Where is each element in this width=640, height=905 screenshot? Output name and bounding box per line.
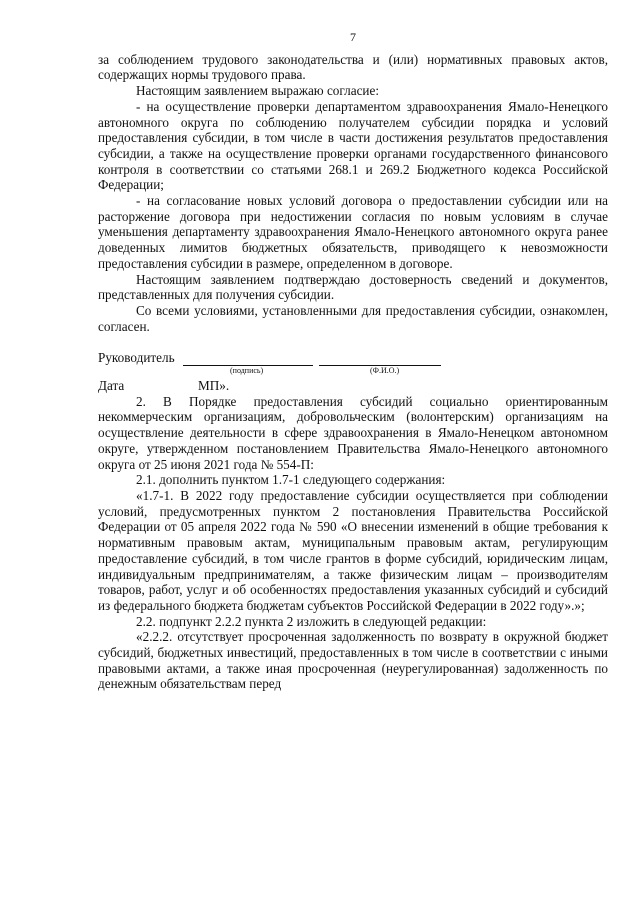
name-blank — [319, 353, 441, 366]
paragraph: - на осуществление проверки департаментом здравоохранения Ямало-Ненецкого автономного округа по соблюдению получателем субсидии порядка и условий предоставления субсидии, в том числе в части достижения результатов предоставления субсидии, а также на осуществление проверки органами государственного финансового контроля в соответствии со статьями 268.1 и 269.2 Бюджетного кодекса Российской Федерации; — [98, 98, 608, 193]
stamp-label: МП». — [198, 378, 230, 394]
paragraph: 2.1. дополнить пунктом 1.7-1 следующего содержания: — [136, 472, 446, 488]
paragraph: 2.2. подпункт 2.2.2 пункта 2 изложить в следующей редакции: — [136, 613, 487, 629]
date-stamp-row — [98, 378, 608, 394]
signature-captions — [98, 366, 608, 378]
amendments-section — [98, 394, 608, 692]
signature-blank — [183, 353, 313, 366]
paragraph: Со всеми условиями, установленными для предоставления субсидии, ознакомлен, согласен. — [98, 302, 608, 334]
date-label: Дата — [98, 378, 125, 394]
paragraph: «1.7-1. В 2022 году предоставление субсидии осуществляется при соблюдении условий, предусмотренных пунктом 2 постановления Правительства Российской Федерации от 05 апреля 2022 года № 590 «О внесении изменений в общие требования к нормативным правовым актам, муниципальным правовым актам, регулирующим предоставление субсидий, в том числе грантов в форме субсидий, юридическим лицам, индивидуальным предпринимателям, а также физическим лицам – производителям товаров, работ, услуг и об особенностях предоставления указанных субсидий и субсидий из федерального бюджета бюджетам субъектов Российской Федерации в 2022 году».»; — [98, 487, 608, 613]
caption-sign: (подпись) — [230, 366, 264, 376]
signature-label: Руководитель — [98, 350, 175, 366]
paragraph: 2. В Порядке предоставления субсидий социально ориентированным некоммерческим организациям, добровольческим (волонтерским) организациям на осуществление деятельности в сфере здравоохранения в Ямало-Ненецком автономном округе, утвержденном постановлением Правительства Ямало-Ненецкого автономного округа от 25 июня 2021 года № 554-П: — [98, 393, 608, 472]
caption-name: (Ф.И.О.) — [370, 366, 400, 376]
paragraph: - на согласование новых условий договора о предоставлении субсидии или на расторжение договора при недостижении согласия по новым условиям в случае уменьшения департаменту здравоохранения Ямало-Ненецкого автономного округа ранее доведенных лимитов бюджетных обязательств, приводящего к невозможности предоставления субсидии в размере, определенном в договоре. — [98, 193, 608, 271]
signature-line — [98, 350, 608, 366]
paragraph: Настоящим заявлением подтверждаю достоверность сведений и документов, представленных для получения субсидии. — [98, 271, 608, 303]
paragraph: за соблюдением трудового законодательства и (или) нормативных правовых актов, содержащих нормы трудового права. — [98, 51, 608, 83]
consent-section — [98, 52, 608, 335]
paragraph: Настоящим заявлением выражаю согласие: — [136, 83, 380, 99]
document-page — [98, 30, 608, 692]
spacer — [98, 334, 608, 348]
paragraph: «2.2.2. отсутствует просроченная задолженность по возврату в окружной бюджет субсидий, бюджетных инвестиций, предоставленных в том числе в соответствии с иными правовыми актами, а также иная просроченная (неурегулированная) задолженность по денежным обязательствам перед — [98, 629, 608, 692]
page-number: 7 — [350, 30, 356, 44]
